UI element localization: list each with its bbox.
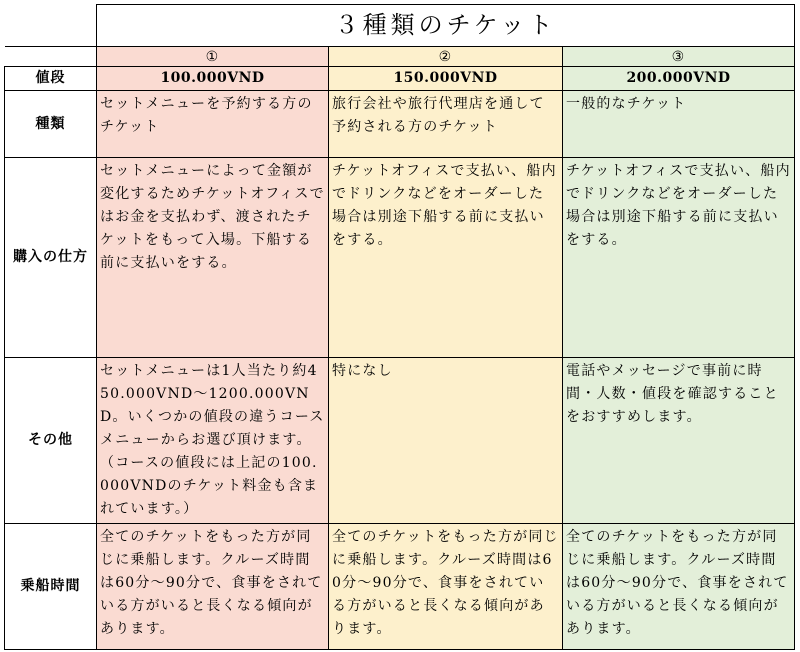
row-label-purchase: 購入の仕方: [5, 158, 97, 358]
other-cell-3: 電話やメッセージで事前に時間・人数・値段を確認することをおすすめします。: [563, 358, 795, 524]
other-cell-1: セットメニューは1人当たり約450.000VND～1200.000VND。いくつかの値段の違うコースメニューからお選び頂けます。（コースの値段には上記の100.000VNDのチケット料金も含まれています。）: [97, 358, 329, 524]
row-label-other: その他: [5, 358, 97, 524]
row-label-price: 値段: [5, 67, 97, 91]
row-label-boarding: 乗船時間: [5, 524, 97, 650]
price-3: 200.000VND: [563, 67, 795, 91]
price-1: 100.000VND: [97, 67, 329, 91]
table-title: ３種類のチケット: [97, 5, 795, 47]
purchase-cell-3: チケットオフィスで支払い、船内でドリンクなどをオーダーした場合は別途下船する前に支払いをする。: [563, 158, 795, 358]
ticket-table: [4, 4, 795, 650]
col-number-3: ③: [563, 47, 795, 67]
purchase-cell-1: セットメニューによって金額が変化するためチケットオフィスではお金を支払わず、渡されたチケットをもって入場。下船する前に支払いをする。: [97, 158, 329, 358]
boarding-cell-2: 全てのチケットをもった方が同じに乗船します。クルーズ時間は60分～90分で、食事をされている方がいると長くなる傾向があります。: [329, 524, 563, 650]
price-2: 150.000VND: [329, 67, 563, 91]
corner-blank-2: [5, 47, 97, 67]
type-cell-1: セットメニューを予約する方のチケット: [97, 91, 329, 158]
type-cell-3: 一般的なチケット: [563, 91, 795, 158]
row-label-type: 種類: [5, 91, 97, 158]
purchase-cell-2: チケットオフィスで支払い、船内でドリンクなどをオーダーした場合は別途下船する前に支払いをする。: [329, 158, 563, 358]
col-number-2: ②: [329, 47, 563, 67]
type-cell-2: 旅行会社や旅行代理店を通して予約される方のチケット: [329, 91, 563, 158]
boarding-cell-1: 全てのチケットをもった方が同じに乗船します。クルーズ時間は60分～90分で、食事をされている方がいると長くなる傾向があります。: [97, 524, 329, 650]
col-number-1: ①: [97, 47, 329, 67]
corner-blank: [5, 5, 97, 47]
other-cell-2: 特になし: [329, 358, 563, 524]
boarding-cell-3: 全てのチケットをもった方が同じに乗船します。クルーズ時間は60分～90分で、食事をされている方がいると長くなる傾向があります。: [563, 524, 795, 650]
